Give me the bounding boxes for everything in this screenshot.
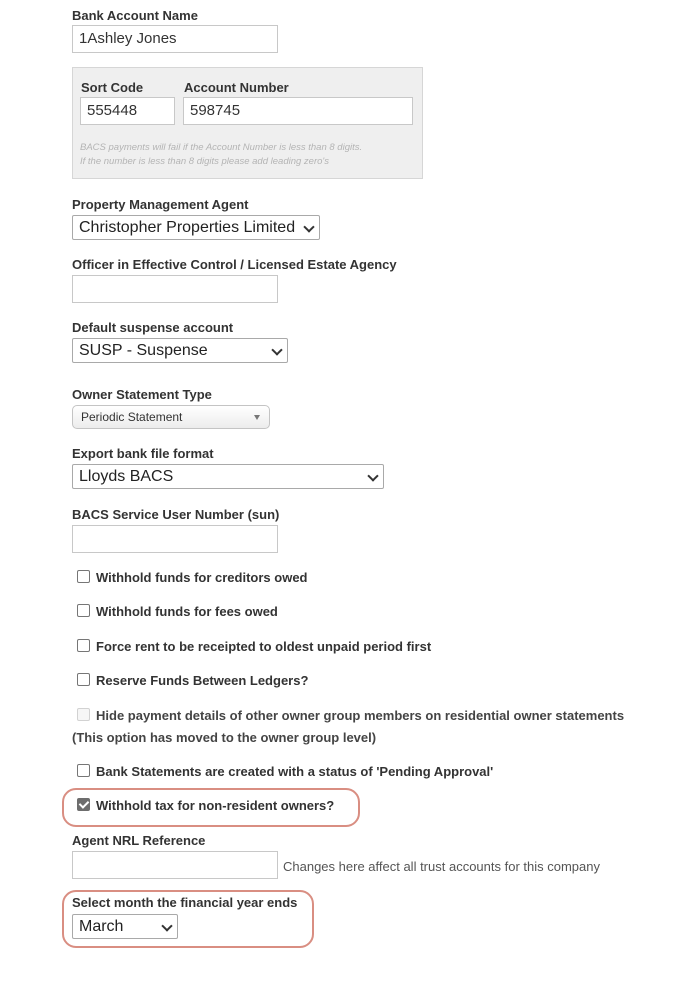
- hide-payment-note: (This option has moved to the owner group level): [72, 730, 377, 745]
- bacs-help-line-2: If the number is less than 8 digits please add leading zero's: [80, 156, 329, 167]
- financial-year-label: Select month the financial year ends: [72, 895, 298, 910]
- financial-year-select[interactable]: [72, 914, 178, 939]
- pending-approval-checkbox[interactable]: [77, 764, 90, 777]
- account-number-input[interactable]: 598745: [183, 97, 413, 125]
- dropdown-triangle-icon: [254, 415, 260, 420]
- oldest-period-checkbox[interactable]: [77, 639, 90, 652]
- bacs-help-line-1: BACS payments will fail if the Account Number is less than 8 digits.: [80, 142, 363, 153]
- reserve-funds-label: Reserve Funds Between Ledgers?: [96, 673, 309, 688]
- sort-code-input[interactable]: 555448: [80, 97, 175, 125]
- officer-label: Officer in Effective Control / Licensed Estate Agency: [72, 257, 397, 272]
- property-agent-label: Property Management Agent: [72, 197, 249, 212]
- chevron-down-icon: [271, 344, 282, 355]
- suspense-label: Default suspense account: [72, 320, 234, 335]
- export-format-select[interactable]: [72, 464, 384, 489]
- property-agent-select[interactable]: [72, 215, 320, 240]
- oldest-period-label: Force rent to be receipted to oldest unpaid period first: [96, 639, 432, 654]
- suspense-selected: SUSP - Suspense: [79, 342, 208, 359]
- suspense-select[interactable]: [72, 338, 288, 363]
- agent-nrl-label: Agent NRL Reference: [72, 833, 206, 848]
- reserve-funds-checkbox[interactable]: [77, 673, 90, 686]
- withhold-tax-label: Withhold tax for non-resident owners?: [96, 798, 335, 813]
- export-format-label: Export bank file format: [72, 446, 214, 461]
- property-agent-selected: Christopher Properties Limited: [79, 219, 296, 236]
- hide-payment-checkbox: [77, 708, 90, 721]
- officer-input[interactable]: [72, 275, 278, 303]
- bacs-sun-input[interactable]: [72, 525, 278, 553]
- statement-type-select[interactable]: [72, 405, 270, 429]
- bacs-sun-label: BACS Service User Number (sun): [72, 507, 280, 522]
- sort-code-label: Sort Code: [81, 80, 144, 95]
- export-format-selected: Lloyds BACS: [79, 468, 174, 485]
- withhold-fees-checkbox[interactable]: [77, 604, 90, 617]
- chevron-down-icon: [303, 221, 314, 232]
- withhold-fees-label: Withhold funds for fees owed: [96, 604, 278, 619]
- withhold-tax-checkbox[interactable]: [77, 798, 90, 811]
- statement-type-selected: Periodic Statement: [81, 410, 183, 424]
- chevron-down-icon: [367, 470, 378, 481]
- statement-type-label: Owner Statement Type: [72, 387, 212, 402]
- withhold-creditors-checkbox[interactable]: [77, 570, 90, 583]
- account-number-label: Account Number: [184, 80, 289, 95]
- agent-nrl-input[interactable]: [72, 851, 278, 879]
- agent-nrl-hint: Changes here affect all trust accounts for this company: [283, 859, 600, 874]
- chevron-down-icon: [161, 920, 172, 931]
- bank-account-name-label: Bank Account Name: [72, 8, 198, 23]
- withhold-creditors-label: Withhold funds for creditors owed: [96, 570, 308, 585]
- pending-approval-label: Bank Statements are created with a status of 'Pending Approval': [96, 764, 494, 779]
- hide-payment-label: Hide payment details of other owner group members on residential owner statements: [96, 708, 625, 723]
- bank-account-name-input[interactable]: 1Ashley Jones: [72, 25, 278, 53]
- financial-year-selected: March: [79, 918, 124, 935]
